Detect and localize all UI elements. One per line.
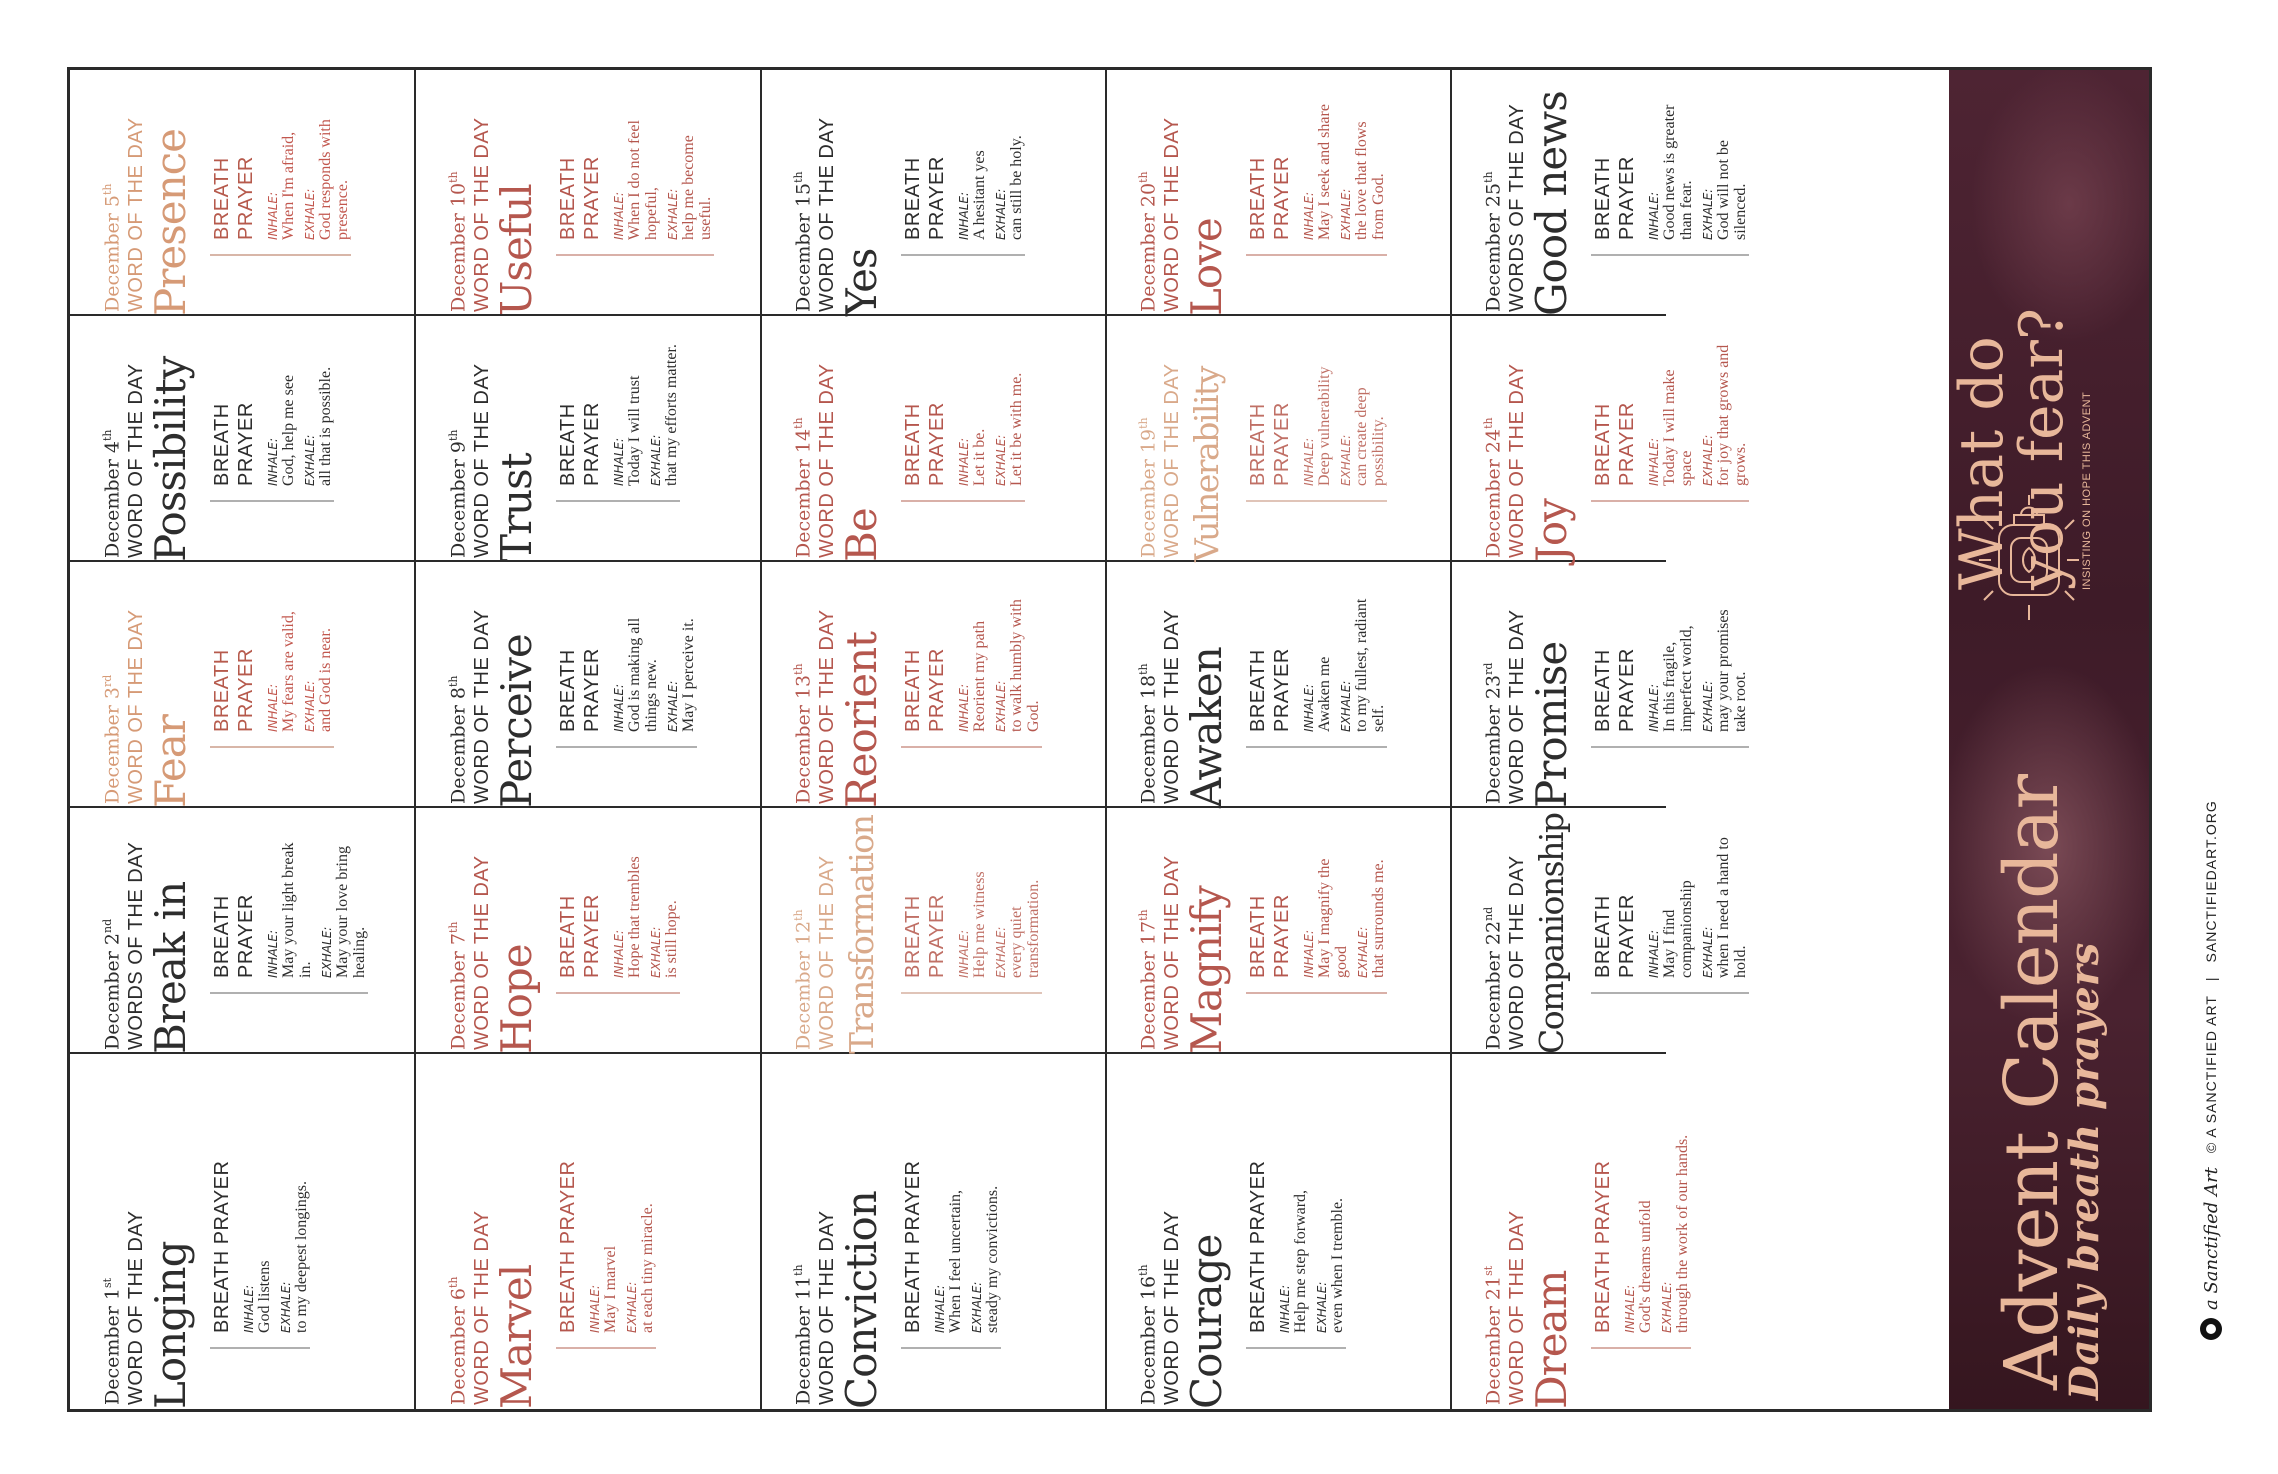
day-date: December 2nd (101, 918, 124, 1050)
exhale-text: every quiet transformation. (1008, 879, 1043, 978)
word-of-the-day: Magnify (1182, 886, 1232, 1054)
day-card (761, 316, 1107, 562)
breath-prayer (210, 586, 334, 808)
breath-prayer-label: BREATH PRAYER (557, 156, 604, 240)
breath-prayer-label: BREATH PRAYER (1247, 1160, 1270, 1333)
day-date: December 5th (101, 183, 124, 312)
inhale-label: INHALE: (957, 683, 972, 732)
word-of-the-day: Reorient (837, 631, 887, 808)
inhale-label: INHALE: (957, 929, 972, 978)
word-of-the-day: Longing (146, 1241, 196, 1409)
word-of-the-day: Vulnerability (1187, 367, 1227, 562)
prayer-rule (1591, 254, 1749, 256)
breath-prayer-label: BREATH PRAYER (211, 648, 258, 732)
word-of-the-day-label: WORD OF THE DAY (471, 363, 494, 558)
day-card (70, 1054, 416, 1409)
day-date: December 1st (101, 1277, 124, 1405)
inhale-text: God, help me see (280, 374, 298, 486)
word-of-the-day-label: WORD OF THE DAY (816, 855, 839, 1050)
breath-prayer-label: BREATH PRAYER (1247, 894, 1294, 978)
prayer-rule (1246, 500, 1387, 502)
exhale-label: EXHALE: (1660, 1281, 1675, 1333)
day-date: December 7th (447, 921, 470, 1050)
breath-prayer (901, 832, 1042, 1054)
prayer-rule (556, 254, 714, 256)
inhale-text: May I magnify the good (1316, 858, 1351, 978)
exhale-label: EXHALE: (320, 926, 335, 978)
inhale-label: INHALE: (612, 929, 627, 978)
word-of-the-day-label: WORD OF THE DAY (125, 1210, 148, 1405)
breath-prayer (1246, 94, 1387, 316)
prayer-rule (901, 254, 1025, 256)
prayer-rule (210, 500, 334, 502)
inhale-label: INHALE: (957, 191, 972, 240)
inhale-text: May I seek and share (1316, 104, 1334, 240)
day-card (1451, 1054, 1692, 1409)
inhale-text: When I feel uncertain, (947, 1189, 965, 1333)
breath-prayer (1591, 586, 1749, 808)
inhale-text: May I marvel (602, 1245, 620, 1333)
inhale-label: INHALE: (1647, 929, 1662, 978)
inhale-label: INHALE: (242, 1284, 257, 1333)
breath-prayer (901, 586, 1042, 808)
prayer-rule (210, 1347, 310, 1349)
word-of-the-day-label: WORD OF THE DAY (1161, 363, 1184, 558)
word-of-the-day: Perceive (492, 634, 542, 808)
exhale-label: EXHALE: (994, 434, 1009, 486)
breath-prayer (556, 94, 714, 316)
word-of-the-day: Presence (146, 128, 196, 316)
word-of-the-day: Courage (1182, 1234, 1232, 1409)
exhale-text: and God is near. (317, 628, 335, 732)
prayer-rule (1246, 992, 1387, 994)
inhale-label: INHALE: (588, 1284, 603, 1333)
breath-prayer-label: BREATH PRAYER (1592, 648, 1639, 732)
day-date: December 22nd (1482, 906, 1505, 1050)
banner-subtitle: Daily breath prayers (2061, 942, 2108, 1400)
exhale-text: through the work of our hands. (1674, 1134, 1692, 1333)
breath-prayer (1591, 340, 1749, 562)
word-of-the-day: Conviction (837, 1191, 887, 1409)
exhale-label: EXHALE: (994, 926, 1009, 978)
day-date: December 12th (792, 909, 815, 1050)
signature: a Sanctified Art (2200, 1167, 2222, 1310)
prayer-rule (901, 500, 1025, 502)
prayer-rule (901, 992, 1042, 994)
breath-prayer-label: BREATH PRAYER (211, 402, 258, 486)
inhale-text: Today I will trust (626, 375, 644, 486)
word-of-the-day-label: WORDS OF THE DAY (125, 841, 148, 1050)
prayer-rule (901, 746, 1042, 748)
word-of-the-day-label: WORD OF THE DAY (1506, 363, 1529, 558)
inhale-label: INHALE: (1647, 683, 1662, 732)
exhale-text: at each tiny miracle. (639, 1203, 657, 1333)
breath-prayer-label: BREATH PRAYER (557, 402, 604, 486)
breath-prayer-label: BREATH PRAYER (557, 1160, 580, 1333)
word-of-the-day-label: WORD OF THE DAY (816, 609, 839, 804)
exhale-text: all that is possible. (317, 366, 335, 486)
breath-prayer-label: BREATH PRAYER (1247, 402, 1294, 486)
word-of-the-day-label: WORD OF THE DAY (125, 117, 148, 312)
exhale-label: EXHALE: (970, 1281, 985, 1333)
exhale-text: the love that flows from God. (1353, 121, 1388, 240)
exhale-text: is still hope. (663, 900, 681, 978)
title-banner (1949, 67, 2152, 1412)
word-of-the-day-label: WORD OF THE DAY (1506, 855, 1529, 1050)
day-date: December 17th (1137, 909, 1160, 1050)
prayer-rule (1246, 746, 1387, 748)
breath-prayer (1246, 340, 1387, 562)
day-date: December 6th (447, 1276, 470, 1405)
day-card (1451, 316, 1750, 562)
day-date: December 8th (447, 675, 470, 804)
exhale-label: EXHALE: (1315, 1281, 1330, 1333)
breath-prayer-label: BREATH PRAYER (1592, 1160, 1615, 1333)
inhale-text: Let it be. (971, 428, 989, 486)
inhale-text: May your light break in. (280, 842, 315, 978)
day-card (70, 70, 416, 316)
exhale-text: to my fullest, radiant self. (1353, 598, 1388, 732)
word-of-the-day-label: WORD OF THE DAY (1161, 855, 1184, 1050)
exhale-label: EXHALE: (666, 680, 681, 732)
prayer-rule (556, 1347, 656, 1349)
exhale-label: EXHALE: (303, 680, 318, 732)
word-of-the-day: Useful (492, 184, 542, 316)
breath-prayer (1246, 1078, 1346, 1409)
exhale-text: for joy that grows and grows. (1715, 344, 1750, 486)
breath-prayer-label: BREATH PRAYER (211, 1160, 234, 1333)
exhale-text: even when I tremble. (1329, 1197, 1347, 1333)
word-of-the-day: Love (1182, 218, 1232, 316)
prayer-rule (556, 992, 680, 994)
day-date: December 21st (1482, 1265, 1505, 1405)
word-of-the-day-label: WORD OF THE DAY (1161, 117, 1184, 312)
day-card (416, 70, 762, 316)
word-of-the-day-label: WORD OF THE DAY (471, 117, 494, 312)
word-of-the-day: Fear (146, 715, 196, 808)
day-card (1106, 1054, 1452, 1409)
exhale-label: EXHALE: (1701, 680, 1716, 732)
banner-title: Advent Calendar (1989, 774, 2075, 1390)
inhale-label: INHALE: (1302, 191, 1317, 240)
exhale-text: to my deepest longings. (293, 1181, 311, 1333)
banner-tagline: INSISTING ON HOPE THIS ADVENT (2081, 391, 2093, 590)
inhale-text: God listens (256, 1260, 274, 1333)
exhale-label: EXHALE: (649, 926, 664, 978)
word-of-the-day: Hope (492, 944, 542, 1054)
exhale-label: EXHALE: (1701, 188, 1716, 240)
prayer-rule (556, 746, 697, 748)
breath-prayer (901, 94, 1025, 316)
breath-prayer-label: BREATH PRAYER (902, 894, 949, 978)
day-card (416, 808, 762, 1054)
inhale-label: INHALE: (1302, 683, 1317, 732)
inhale-label: INHALE: (266, 437, 281, 486)
word-of-the-day-label: WORD OF THE DAY (471, 855, 494, 1050)
day-card (761, 562, 1107, 808)
breath-prayer (556, 832, 680, 1054)
breath-prayer-label: BREATH PRAYER (1592, 894, 1639, 978)
exhale-label: EXHALE: (1701, 434, 1716, 486)
inhale-text: When I'm afraid, (280, 131, 298, 240)
day-date: December 10th (447, 171, 470, 312)
day-date: December 11th (792, 1264, 815, 1405)
day-card (416, 316, 762, 562)
day-date: December 20th (1137, 171, 1160, 312)
footer-credits (2200, 800, 2222, 1340)
breath-prayer-label: BREATH PRAYER (902, 1160, 925, 1333)
banner-question-line1: What do (1947, 336, 2017, 590)
exhale-label: EXHALE: (994, 680, 1009, 732)
day-date: December 24th (1482, 417, 1505, 558)
inhale-label: INHALE: (1647, 437, 1662, 486)
copyright: © A SANCTIFIED ART (2203, 995, 2219, 1154)
prayer-rule (210, 992, 368, 994)
day-card (1451, 70, 1750, 316)
word-of-the-day: Awaken (1182, 647, 1232, 808)
breath-prayer-label: BREATH PRAYER (1592, 156, 1639, 240)
day-card (1106, 316, 1452, 562)
website: SANCTIFIEDART.ORG (2203, 800, 2219, 963)
inhale-text: My fears are valid, (280, 611, 298, 732)
day-date: December 14th (792, 417, 815, 558)
word-of-the-day: Possibility (146, 356, 196, 562)
word-of-the-day-label: WORD OF THE DAY (1161, 1210, 1184, 1405)
word-of-the-day-label: WORDS OF THE DAY (1506, 103, 1529, 312)
exhale-text: God will not be silenced. (1715, 140, 1750, 240)
day-card (70, 316, 416, 562)
day-card (1451, 562, 1750, 808)
day-date: December 9th (447, 429, 470, 558)
breath-prayer (901, 340, 1025, 562)
word-of-the-day: Yes (837, 248, 887, 316)
day-card (416, 562, 762, 808)
day-card (761, 70, 1107, 316)
exhale-label: EXHALE: (666, 188, 681, 240)
day-card (761, 1054, 1107, 1409)
day-card (1106, 562, 1452, 808)
exhale-text: may your promises take root. (1715, 609, 1750, 732)
inhale-label: INHALE: (266, 191, 281, 240)
word-of-the-day: Joy (1527, 499, 1577, 562)
day-card (70, 562, 416, 808)
word-of-the-day-label: WORD OF THE DAY (816, 1210, 839, 1405)
exhale-text: can still be holy. (1008, 135, 1026, 240)
day-card (1106, 70, 1452, 316)
prayer-rule (210, 254, 351, 256)
day-date: December 23rd (1482, 662, 1505, 804)
day-card (416, 1054, 762, 1409)
inhale-label: INHALE: (612, 191, 627, 240)
word-of-the-day: Good news (1527, 91, 1577, 316)
inhale-text: May I find companionship (1661, 880, 1696, 978)
breath-prayer (1591, 94, 1749, 316)
day-date: December 4th (101, 429, 124, 558)
breath-prayer (210, 832, 368, 1054)
word-of-the-day: Promise (1527, 641, 1577, 808)
day-card (1106, 808, 1452, 1054)
inhale-text: A hesitant yes (971, 150, 989, 240)
breath-prayer (1246, 586, 1387, 808)
exhale-label: EXHALE: (625, 1281, 640, 1333)
day-date: December 15th (792, 171, 815, 312)
word-of-the-day: Be (837, 508, 887, 562)
breath-prayer (210, 1078, 310, 1409)
day-date: December 25th (1482, 171, 1505, 312)
inhale-label: INHALE: (266, 683, 281, 732)
sanctified-art-logo-icon (2200, 1318, 2222, 1340)
inhale-text: God is making all things new. (626, 617, 661, 732)
inhale-label: INHALE: (612, 437, 627, 486)
inhale-text: Hope that trembles (626, 856, 644, 978)
exhale-label: EXHALE: (994, 188, 1009, 240)
word-of-the-day-label: WORD OF THE DAY (471, 1210, 494, 1405)
breath-prayer-label: BREATH PRAYER (557, 894, 604, 978)
breath-prayer (556, 340, 680, 562)
word-of-the-day-label: WORD OF THE DAY (816, 363, 839, 558)
breath-prayer-label: BREATH PRAYER (1247, 648, 1294, 732)
breath-prayer (1246, 832, 1387, 1054)
breath-prayer (901, 1078, 1001, 1409)
day-date: December 3rd (101, 674, 124, 804)
exhale-label: EXHALE: (279, 1281, 294, 1333)
inhale-label: INHALE: (1647, 191, 1662, 240)
breath-prayer-label: BREATH PRAYER (902, 156, 949, 240)
exhale-label: EXHALE: (649, 434, 664, 486)
exhale-text: help me become useful. (680, 135, 715, 240)
word-of-the-day-label: WORD OF THE DAY (471, 609, 494, 804)
word-of-the-day-label: WORD OF THE DAY (816, 117, 839, 312)
inhale-text: Help me step forward, (1292, 1189, 1310, 1333)
word-of-the-day-label: WORD OF THE DAY (125, 363, 148, 558)
day-date: December 18th (1137, 663, 1160, 804)
word-of-the-day-label: WORD OF THE DAY (1161, 609, 1184, 804)
prayer-rule (901, 1347, 1001, 1349)
day-card (70, 808, 416, 1054)
breath-prayer-label: BREATH PRAYER (557, 648, 604, 732)
day-card (1451, 808, 1750, 1054)
breath-prayer-label: BREATH PRAYER (902, 402, 949, 486)
exhale-label: EXHALE: (1339, 680, 1354, 732)
inhale-text: God's dreams unfold (1637, 1200, 1655, 1333)
prayer-rule (1591, 1347, 1691, 1349)
breath-prayer (1591, 832, 1749, 1054)
word-of-the-day: Marvel (492, 1264, 542, 1409)
inhale-text: Reorient my path (971, 620, 989, 732)
prayer-rule (556, 500, 680, 502)
inhale-label: INHALE: (957, 437, 972, 486)
day-date: December 16th (1137, 1264, 1160, 1405)
breath-prayer (556, 586, 697, 808)
day-card (761, 808, 1107, 1054)
word-of-the-day-label: WORD OF THE DAY (1506, 1210, 1529, 1405)
inhale-text: Today I will make space (1661, 369, 1696, 486)
breath-prayer-label: BREATH PRAYER (902, 648, 949, 732)
exhale-label: EXHALE: (1339, 434, 1354, 486)
exhale-text: when I need a hand to hold. (1715, 837, 1750, 978)
word-of-the-day: Dream (1527, 1270, 1577, 1409)
exhale-text: Let it be with me. (1008, 372, 1026, 486)
inhale-label: INHALE: (266, 929, 281, 978)
prayer-rule (1591, 746, 1749, 748)
exhale-text: May your love bring healing. (334, 846, 369, 978)
inhale-text: Good news is greater than fear. (1661, 104, 1696, 240)
breath-prayer-label: BREATH PRAYER (1247, 156, 1294, 240)
inhale-text: When I do not feel hopeful, (626, 120, 661, 240)
exhale-text: that surrounds me. (1370, 859, 1388, 978)
inhale-label: INHALE: (933, 1284, 948, 1333)
prayer-rule (210, 746, 334, 748)
prayer-rule (1591, 992, 1749, 994)
exhale-label: EXHALE: (303, 188, 318, 240)
banner-question-line2: you fear? (2007, 307, 2077, 590)
word-of-the-day: Transformation (842, 815, 882, 1054)
breath-prayer (556, 1078, 656, 1409)
exhale-text: steady my convictions. (984, 1185, 1002, 1333)
breath-prayer (210, 340, 334, 562)
exhale-text: May I perceive it. (680, 618, 698, 732)
inhale-label: INHALE: (612, 683, 627, 732)
word-of-the-day: Trust (492, 453, 542, 562)
word-of-the-day: Break in (146, 881, 196, 1054)
inhale-text: Awaken me (1316, 656, 1334, 732)
day-date: December 19th (1137, 417, 1160, 558)
breath-prayer-label: BREATH PRAYER (1592, 402, 1639, 486)
prayer-rule (1591, 500, 1749, 502)
breath-prayer (1591, 1078, 1691, 1409)
inhale-label: INHALE: (1302, 437, 1317, 486)
exhale-text: to walk humbly with God. (1008, 599, 1043, 732)
word-of-the-day-label: WORD OF THE DAY (1506, 609, 1529, 804)
exhale-label: EXHALE: (303, 434, 318, 486)
calendar-grid (67, 67, 2152, 1412)
day-date: December 13th (792, 663, 815, 804)
exhale-label: EXHALE: (1701, 926, 1716, 978)
inhale-label: INHALE: (1302, 929, 1317, 978)
inhale-label: INHALE: (1278, 1284, 1293, 1333)
breath-prayer-label: BREATH PRAYER (211, 894, 258, 978)
prayer-rule (1246, 254, 1387, 256)
breath-prayer (210, 94, 351, 316)
inhale-text: Deep vulnerability (1316, 366, 1334, 486)
word-of-the-day: Companionship (1532, 813, 1572, 1054)
breath-prayer-label: BREATH PRAYER (211, 156, 258, 240)
exhale-label: EXHALE: (1339, 188, 1354, 240)
word-of-the-day-label: WORD OF THE DAY (125, 609, 148, 804)
footer-separator: | (2203, 976, 2219, 982)
inhale-label: INHALE: (1623, 1284, 1638, 1333)
inhale-text: Help me witness (971, 871, 989, 978)
prayer-rule (1246, 1347, 1346, 1349)
inhale-text: In this fragile, imperfect world, (1661, 625, 1696, 732)
exhale-text: can create deep possibility. (1353, 387, 1388, 486)
exhale-text: that my efforts matter. (663, 344, 681, 486)
exhale-label: EXHALE: (1356, 926, 1371, 978)
exhale-text: God responds with presence. (317, 119, 352, 240)
